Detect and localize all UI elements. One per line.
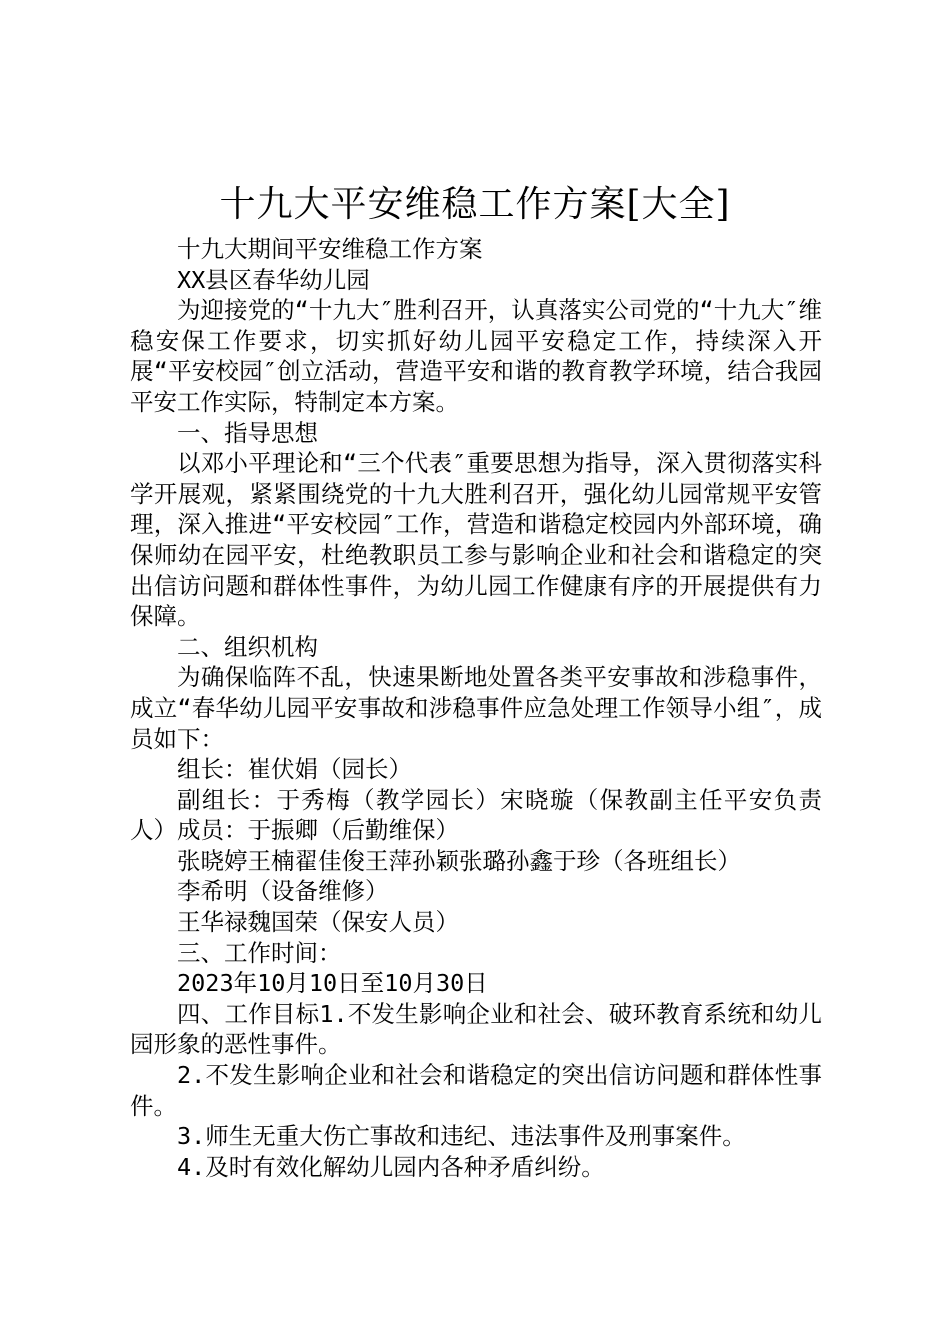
equipment-maintenance-line: 李希明（设备维修） xyxy=(177,877,389,906)
work-goal-2: 2.不发生影响企业和社会和谐稳定的突出信访问题和群体性事件。 xyxy=(130,1061,822,1120)
document-body xyxy=(130,234,822,1182)
work-goal-3: 3.师生无重大伤亡事故和违纪、违法事件及刑事案件。 xyxy=(177,1122,746,1151)
work-goal-4: 4.及时有效化解幼儿园内各种矛盾纠纷。 xyxy=(177,1152,605,1181)
subtitle-paragraph: 十九大期间平安维稳工作方案 xyxy=(177,235,483,263)
deputy-leader-line: 副组长：于秀梅（教学园长）宋晓璇（保教副主任平安负责人）成员：于振卿（后勤维保） xyxy=(130,785,822,845)
organization-intro-paragraph: 为确保临阵不乱，快速果断地处置各类平安事故和涉稳事件，成立“春华幼儿园平安事故和涉稳事件应急处理工作领导小组″，成员如下： xyxy=(130,663,822,753)
work-time-line: 2023年10月10日至10月30日 xyxy=(177,969,488,998)
intro-paragraph: 为迎接党的“十九大″胜利召开，认真落实公司党的“十九大″维稳安保工作要求，切实抓好幼儿园平安稳定工作，持续深入开展“平安校园″创立活动，营造平安和谐的教育教学环境，结合我园平安工作实际，特制定本方案。 xyxy=(130,296,822,416)
document-title: 十九大平安维稳工作方案[大全] xyxy=(219,184,731,225)
section-heading-work-time: 三、工作时间： xyxy=(177,938,342,967)
leader-line: 组长：崔伏娟（园长） xyxy=(177,755,412,784)
organization-paragraph: XX县区春华幼儿园 xyxy=(177,265,370,294)
work-goal-1: 四、工作目标1.不发生影响企业和社会、破环教育系统和幼儿园形象的恶性事件。 xyxy=(130,999,822,1059)
security-staff-line: 王华禄魏国荣（保安人员） xyxy=(177,908,459,937)
guiding-ideology-paragraph: 以邓小平理论和“三个代表″重要思想为指导，深入贯彻落实科学开展观，紧紧围绕党的十九大胜利召开，强化幼儿园常规平安管理，深入推进“平安校园″工作，营造和谐稳定校园内外部环境，确保师幼在园平安，杜绝教职员工参与影响企业和社会和谐稳定的突出信访问题和群体性事件，为幼儿园工作健康有序的开展提供有力保障。 xyxy=(130,449,822,631)
class-leaders-line: 张晓婷王楠翟佳俊王萍孙颖张璐孙鑫于珍（各班组长） xyxy=(177,846,741,875)
section-heading-guiding-ideology: 一、指导思想 xyxy=(177,418,318,447)
section-heading-organization: 二、组织机构 xyxy=(177,632,318,661)
